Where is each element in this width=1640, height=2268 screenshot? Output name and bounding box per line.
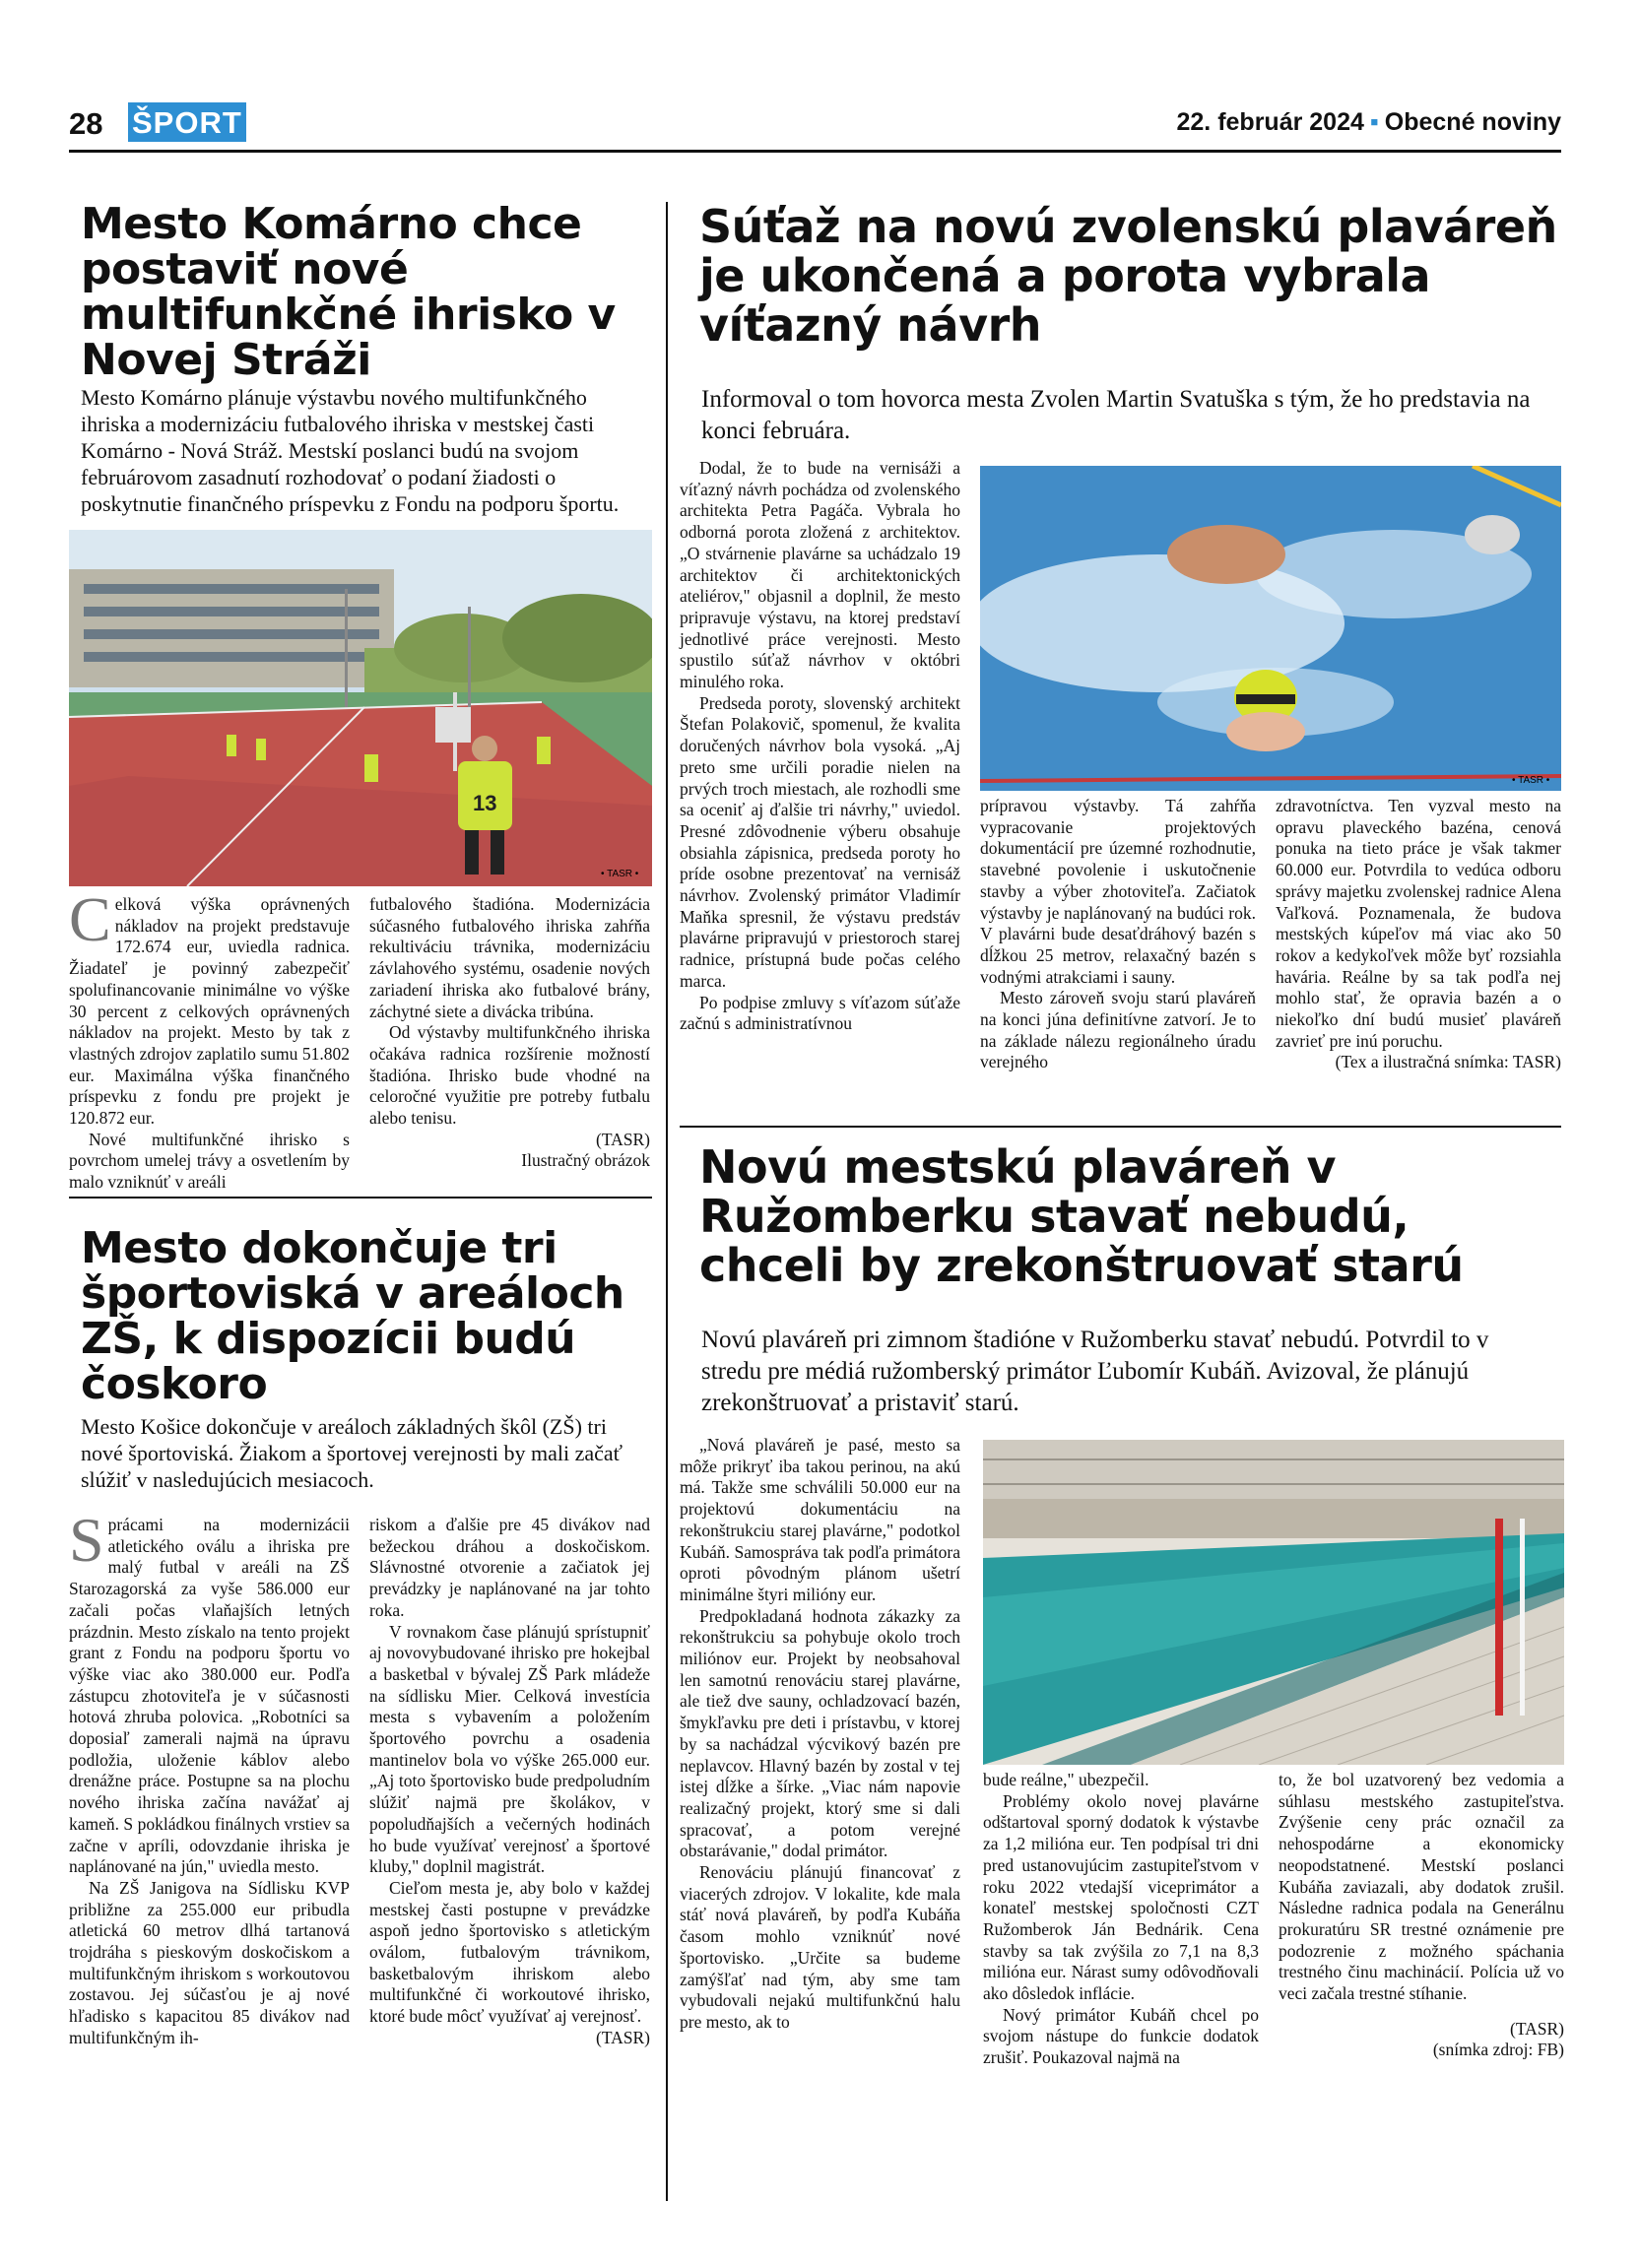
section-label: ŠPORT [128,102,246,142]
article2-photo-mark: • TASR • [1512,775,1550,786]
article3-paragraph: riskom a ďalšie pre 45 divákov nad bežeckou dráhou a doskočiskom. Slávnostné otvorenie a začiatok jej prevádzky je naplánované na jar tohto roka. [369,1515,650,1620]
article4-paragraph: Renováciu plánujú financovať z viacerých zdrojov. V lokalite, kde mala stáť nová plaváreň, by podľa Kubáňa časom mohlo vzniknúť nové športovisko. „Určite sa budeme zamýšľať nad tým, aby sme tam vybudovali nejakú multifunkčnú halu pre mesto, ak to [680,1862,960,2032]
article4-column-2 [983,1770,1259,2069]
article1-column-1 [69,884,350,1194]
article2-column-3 [1276,796,1561,1073]
article4-source: (TASR) [1510,2018,1564,2039]
article2-paragraph: prípravou výstavby. Tá zahŕňa vypracovanie projektových dokumentácií pre územné rozhodnutie, stavebné povolenie i uskutočnenie stavby a výber zhotoviteľa. Začiatok výstavby je naplánovaný na budúci rok. V plavárni bude desaťdráhový bazén s dĺžkou 25 metrov, relaxačný bazén s vodnými atrakciami i sauny. [980,796,1256,987]
article3-paragraph: Na ZŠ Janigova na Sídlisku KVP približne za 255.000 eur pribudla atletická 60 metrov dlhá tartanová trojdráha s pieskovým doskočiskom a multifunkčným ihriskom s workoutovou zostavou. Jej súčasťou je aj nové hľadisko s kapacitou 85 divákov nad multifunkčným ih- [69,1877,350,2047]
article2-photo [980,466,1561,791]
article2-paragraph: Dodal, že to bude na vernisáži a víťazný návrh pochádza od zvolenského architekta Petra Pagáča. Vybrala ho odborná porota zložená z architektov. „O stvárnenie plavárne sa uchádzalo 19 architektov či architektonických ateliérov," objasnil a doplnil, že mesto pripravuje výstavu, na ktorej predstaví jednotlivé práce verejnosti. Mesto spustilo súťaž návrhov v októbri minulého roka. [680,458,960,692]
article-divider-left [69,1197,652,1199]
article3-source: (TASR) [596,2027,650,2047]
article3-title: Mesto dokončuje tri športoviská v areáloch ZŠ, k dispozícii budú čoskoro [81,1223,624,1409]
article1-lead: Mesto Komárno plánuje výstavbu nového multifunkčného ihriska a modernizáciu futbalového ihriska v mestskej časti Komárno - Nová Stráž. Mestskí poslanci budú na svojom februárovom zasadnutí rozhodovať o podaní žiadosti o poskytnutie finančného príspevku z Fondu na podporu športu. [81,385,620,516]
article1-source: (TASR) [596,1129,650,1149]
article4-column-1 [680,1435,960,2034]
article4-paragraph: Problémy okolo novej plavárne odštartoval sporný dodatok k výstavbe za 1,2 milióna eur. Ten podpísal tri dni pred ustanovujúcim zastupiteľstvom v roku 2022 vtedajší viceprimátor a konateľ mestskej spoločnosti CZT Ružomberok Ján Bednárik. Cena stavby sa tak zvýšila zo 7,1 na 8,3 milióna eur. Nárast sumy odôvodňovali ako dôsledok inflácie. [983,1790,1259,2004]
article2-column-2 [980,796,1256,1073]
paper-name: Obecné noviny [1384,108,1561,136]
article2-paragraph: zdravotníctva. Ten vyzval mesto na opravu plaveckého bazéna, cenová ponuka na tieto práce je však takmer 60.000 eur. Potvrdila to vedúca odboru správy majetku zvolenskej radnice Alena Vaľková. Poznamenala, že budova mestských kúpeľov má viac ako 50 rokov a kedykoľvek môže byť rozsiahla havária. Reálne by sa tak podľa nej mohlo stať, že opravia bazén a o niekoľko dní budú musieť plaváreň zavrieť pre inú poruchu. [1276,796,1561,1051]
header-rule [69,150,1561,153]
football-pitch-image [69,530,652,886]
article3-paragraph: Sprácami na modernizácii atletického oválu a ihriska pre malý futbal v areáli na ZŠ Starozagorská za vyše 586.000 eur začali počas vlaňajších letných prázdnin. Mesto získalo na tento projekt grant z Fondu na podporu športu vo výške viac ako 380.000 eur. Podľa zástupcu zhotoviteľa je v súčasnosti hotová zhruba polovica. „Robotníci sa doposiaľ zamerali najmä na úpravu podložia, uloženie káblov alebo drenážne práce. Postupne sa na plochu nového ihriska začína navážať aj kameň. S pokládkou finálnych vrstiev sa začne v apríli, odovzdanie ihriska je naplánované na jún," uviedla mesto. [69,1505,350,1877]
article-divider-right [680,1126,1561,1128]
article1-paragraph: Nové multifunkčné ihrisko s povrchom umelej trávy a osvetlením by malo vzniknúť v areáli [69,1129,350,1193]
article3-paragraph: V rovnakom čase plánujú sprístupniť aj novovybudované ihrisko pre hokejbal a basketbal v bývalej ZŠ Park mládeže na sídlisku Mier. Celková investícia mesta s vybavením a položením športového povrchu a osadenia mantinelov bola vo výške 265.000 eur. „Aj toto športovisko bude predpoludním slúžiť najmä pre školákov, v popoludňajších a večerných hodinách ho bude využívať verejnosť a športové kluby," doplnil magistrát. [369,1621,650,1877]
article4-paragraph: Nový primátor Kubáň chcel po svojom nástupe do funkcie dodatok zrušiť. Poukazoval najmä na [983,2004,1259,2068]
article1-photo [69,530,652,886]
swimming-pool-image [980,466,1561,791]
article4-paragraph: bude reálne," ubezpečil. [983,1770,1149,1789]
article2-column-1 [680,458,960,1035]
article2-lead: Informoval o tom hovorca mesta Zvolen Martin Svatuška s tým, že ho predstavia na konci februára. [701,386,1531,444]
article1-photo-credit: Ilustračný obrázok [521,1150,650,1171]
article4-paragraph: „Nová plaváreň je pasé, mesto sa môže prikryť iba takou perinou, na akú má. Takže sme schválili 50.000 eur na projektovú dokumentáciu na rekonštrukciu starej plavárne," podotkol Kubáň. Samospráva tak podľa primátora oproti pôvodným plánom ušetrí minimálne štyri milióny eur. [680,1435,960,1604]
article4-paragraph: to, že bol uzatvorený bez vedomia a súhlasu mestského zastupiteľstva. Zvýšenie ceny prác označil za nehospodárne a ekonomicky neopodstatnené. Mestskí poslanci Kubáňa zaviazali, aby dodatok zrušil. Následne radnica podala na Generálnu prokuratúru SR trestné oznámenie pre podozrenie z možného spáchania trestného činu machinácií. Polícia už vo veci začala trestné stíhanie. [1279,1770,1564,2004]
article3-paragraph: Cieľom mesta je, aby bolo v každej mestskej časti postupne v prevádzke aspoň jedno športovisko s atletickým oválom, futbalovým trávnikom, basketbalovým ihriskom alebo multifunkčné či workoutové ihrisko, ktoré bude môcť využívať aj verejnosť. [369,1877,650,2027]
article4-lead: Novú plaváreň pri zimnom štadióne v Ružomberku stavať nebudú. Potvrdil to v stredu pre médiá ružomberský primátor Ľubomír Kubáň. Avizoval, že plánujú zrekonštruovať a pristaviť starú. [701,1327,1489,1416]
article3-lead: Mesto Košice dokončuje v areáloch základných škôl (ZŠ) tri nové športoviská. Žiakom a športovej verejnosti by mali začať slúžiť v nasledujúcich mesiacoch. [81,1414,623,1492]
svg-text:13: 13 [473,791,497,815]
article1-paragraph: Od výstavby multifunkčného ihriska očakáva radnica rozšírenie možností štadióna. Ihrisko bude vhodné na celoročné využitie pre potreby futbalu alebo tenisu. [369,1022,650,1129]
article2-paragraph: Mesto zároveň svoju starú plaváreň na konci júna definitívne zatvorí. Je to na základe nálezu regionálneho úradu verejného [980,988,1256,1072]
article1-paragraph: futbalového štadióna. Modernizácia súčasného futbalového ihriska zahŕňa rekultiváciu trávnika, modernizáciu závlahového systému, osadenie nových zariadení ihriska ako futbalové brány, záchytné siete a divácka tribúna. [369,894,650,1021]
page-number: 28 [69,106,103,141]
article1-column-2 [369,894,650,1172]
article1-title: Mesto Komárno chce postaviť nové multifunkčné ihrisko v Novej Stráži [81,199,616,385]
separator-dot: ▪ [1369,108,1379,136]
column-divider [666,202,668,2201]
article1-paragraph: Celková výška oprávnených nákladov na projekt predstavuje 172.674 eur, uviedla radnica. Žiadateľ je povinný zabezpečiť spolufinancovanie minimálne vo výške 30 percent z celkových oprávnených nákladov na projekt. Mesto by tak z vlastných zdrojov zaplatilo sumu 51.802 eur. Maximálna výška finančného príspevku z fondu pre projekt je 120.872 eur. [69,884,350,1129]
article2-source: (Tex a ilustračná snímka: TASR) [1335,1052,1561,1072]
article4-photo-credit: (snímka zdroj: FB) [1432,2040,1564,2060]
article1-photo-mark: • TASR • [601,869,639,879]
article2-paragraph: Predseda poroty, slovenský architekt Štefan Polakovič, spomenul, že kvalita doručených návrhov bola vysoká. „Aj preto sme určili poradie nielen na prvých troch miestach, ale rozhodli sme sa oceniť aj ďalšie tri návrhy," uviedol. Presné zdôvodnenie výberu obsahuje obsiahla zápisnica, predseda poroty ho príde osobne prezentovať na vernisáž návrhov. Zvolenský primátor Vladimír Maňka spresnil, že výstavu predstáv plavárne pripravujú v priestoroch starej radnice, prístupná bude počas celého marca. [680,692,960,991]
article2-title: Súťaž na novú zvolenskú plaváreň je ukončená a porota vybrala víťazný návrh [699,200,1557,352]
indoor-pool-image [983,1440,1564,1765]
article4-column-3 [1279,1770,1564,2061]
article3-column-1 [69,1505,350,2049]
issue-date: 22. február 2024 [1176,108,1364,136]
article4-title: Novú mestskú plaváreň v Ružomberku stavať nebudú, chceli by zrekonštruovať starú [699,1140,1464,1292]
article4-photo [983,1440,1564,1765]
article4-paragraph: Predpokladaná hodnota zákazky za rekonštrukciu sa pohybuje okolo troch miliónov eur. Projekt by neobsahoval len samotnú renováciu starej plavárne, ale tiež dve sauny, ochladzovací bazén, šmykľavku pre deti i prístavbu, v ktorej by sa nachádzal výcvikový bazén pre neplavcov. Hlavný bazén by zostal v tej istej dĺžke a šírke. „Viac nám napovie realizačný projekt, ktorý sme si dali spracovať, a potom verejné obstarávanie," dodal primátor. [680,1605,960,1861]
article2-paragraph: Po podpise zmluvy s víťazom súťaže začnú s administratívnou [680,992,960,1034]
masthead-info [1177,108,1562,137]
article3-column-2 [369,1515,650,2049]
